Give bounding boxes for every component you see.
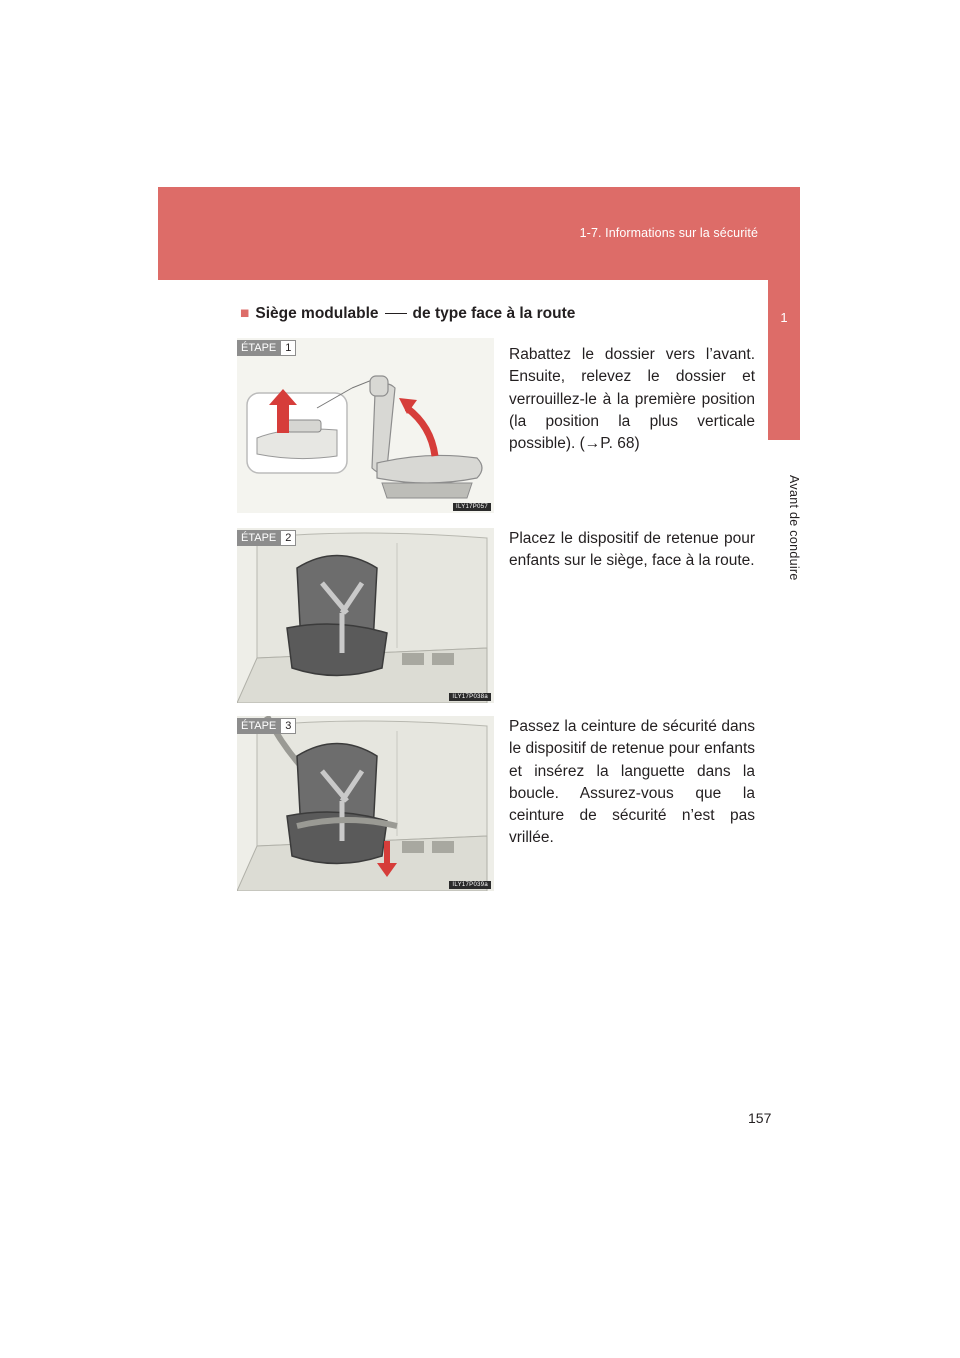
image-code: ILY17P038a xyxy=(449,693,491,701)
section-title xyxy=(240,305,575,323)
step-1-badge xyxy=(237,340,296,356)
step-badge-word: ÉTAPE xyxy=(237,340,280,356)
chapter-number: 1 xyxy=(780,310,788,325)
step-badge-number: 2 xyxy=(280,530,296,546)
step-badge-number: 1 xyxy=(280,340,296,356)
square-bullet-icon: ■ xyxy=(240,305,250,322)
step-badge-word: ÉTAPE xyxy=(237,718,280,734)
step-badge-number: 3 xyxy=(280,718,296,734)
step-1-illustration xyxy=(237,338,494,513)
em-dash xyxy=(385,313,407,314)
image-code: ILY17P039a xyxy=(449,881,491,889)
step-2-illustration xyxy=(237,528,494,703)
step-badge-word: ÉTAPE xyxy=(237,530,280,546)
chapter-tab xyxy=(768,280,800,440)
page-number: 157 xyxy=(748,1110,772,1126)
step-1-text: Rabattez le dossier vers l’avant. Ensuite, relevez le dossier et verrouillez-le à la première position (la position la plus verticale possible). (→P. 68) xyxy=(509,346,755,453)
section-header: 1-7. Informations sur la sécurité xyxy=(579,226,758,240)
step-2-text: Placez le dispositif de retenue pour enfants sur le siège, face à la route. xyxy=(509,530,755,570)
chapter-label: Avant de conduire xyxy=(787,475,801,581)
seatbelt-buckle-icon xyxy=(237,716,494,891)
step-3-badge xyxy=(237,718,296,734)
header-band xyxy=(158,187,800,280)
child-seat-placement-icon xyxy=(237,528,494,703)
step-2-badge xyxy=(237,530,296,546)
section-title-sub: de type face à la route xyxy=(412,305,576,322)
section-title-main: Siège modulable xyxy=(255,305,379,322)
seat-recline-icon xyxy=(237,338,494,513)
image-code: ILY17P057 xyxy=(453,503,491,511)
step-3-text: Passez la ceinture de sécurité dans le dispositif de retenue pour enfants et insérez la languette dans la boucle. Assurez-vous que la ceinture de sécurité n’est pas vrillée. xyxy=(509,718,755,847)
step-3-illustration xyxy=(237,716,494,891)
